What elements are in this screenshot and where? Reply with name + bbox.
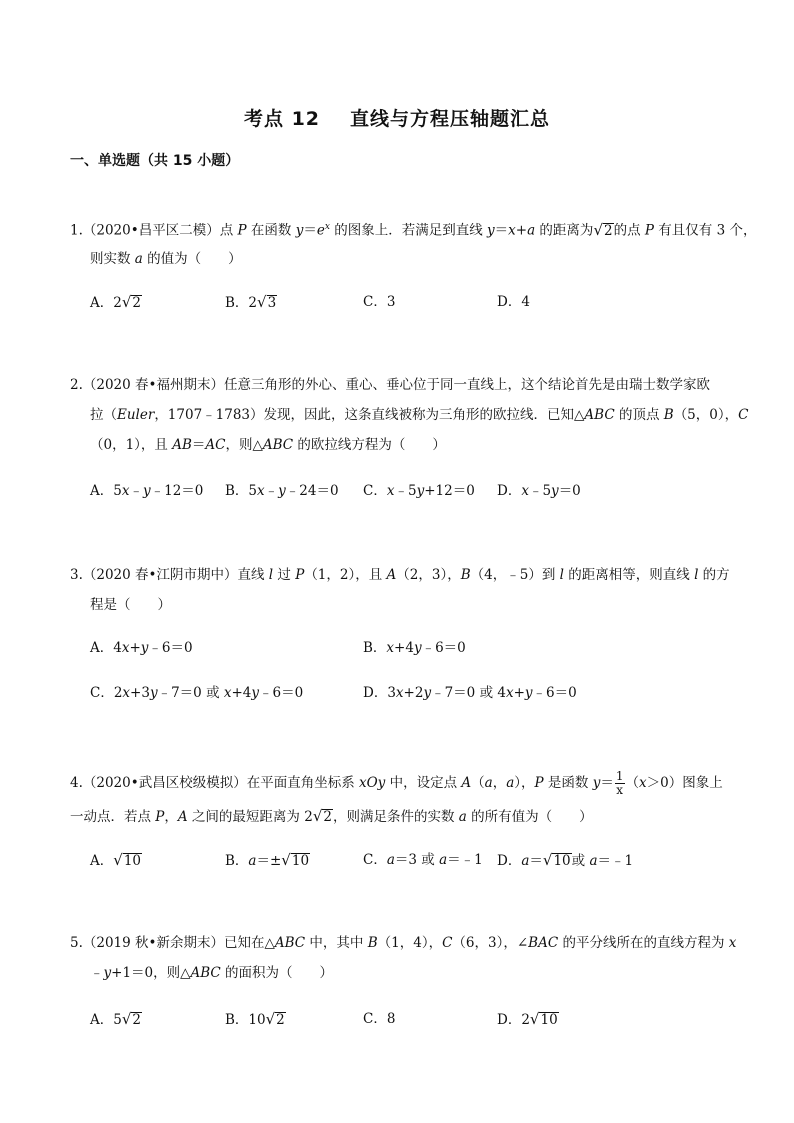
fraction-one-over-x: $\frac{1}{x}$ [615,769,624,797]
page-title [0,104,794,131]
question-5-stem-line-1: 5.（2019 秋•新余期末）已知在△ABC 中，其中 B（1，4），C（6，3），∠BAC 的平分线所在的直线方程为 x [70,935,737,951]
question-3-option-b[interactable]: B．x+4y﹣6＝0 [363,640,466,656]
question-5-stem-line-2: ﹣y+1＝0，则△ABC 的面积为（ ） [90,965,334,981]
question-2-stem-line-2: 拉（Euler，1707﹣1783）发现，因此，这条直线被称为三角形的欧拉线．已知△ABC 的顶点 B（5，0），C [90,407,749,423]
question-1-option-c[interactable]: C．3 [363,294,396,310]
question-4-option-a[interactable]: A．√10 [90,851,141,869]
question-1-option-b[interactable]: B．2√3 [225,293,277,311]
sqrt-symbol: √2 [312,807,332,825]
question-3-stem-line-1: 3.（2020 春•江阴市期中）直线 l 过 P（1，2），且 A（2，3），B（4，﹣5）到 l 的距离相等，则直线 l 的方 [70,567,730,583]
question-4-stem-line-1: 4.（2020•武昌区校级模拟）在平面直角坐标系 xOy 中，设定点 A（a，a），P 是函数 y＝ $\frac{1}{x}$ （x＞0）图象上 [70,769,723,797]
question-2-option-b[interactable]: B．5x﹣y﹣24＝0 [225,483,339,499]
sqrt-symbol: √10 [529,1010,558,1028]
sqrt-symbol: √10 [113,851,141,869]
sqrt-symbol: √2 [121,293,141,311]
sqrt-symbol: √2 [593,220,613,239]
question-2-option-c[interactable]: C．x﹣5y+12＝0 [363,483,475,499]
sqrt-symbol: √3 [257,293,277,311]
question-1-option-d[interactable]: D．4 [497,294,530,310]
question-2-stem-line-1: 2.（2020 春•福州期末）任意三角形的外心、重心、垂心位于同一直线上，这个结论首先是由瑞士数学家欧 [70,377,710,393]
question-1-option-a[interactable]: A．2√2 [90,293,141,311]
question-3-option-c[interactable]: C．2x+3y﹣7＝0 或 x+4y﹣6＝0 [90,685,304,701]
question-4-stem-line-2: 一动点．若点 P，A 之间的最短距离为 2√2，则满足条件的实数 a 的所有值为（ ） [70,807,593,825]
question-3-option-d[interactable]: D．3x+2y﹣7＝0 或 4x+y﹣6＝0 [363,685,577,701]
question-1-stem-line-1: 1.（2020•昌平区二模）点 P 在函数 $y=e^x$ 的图象上．若满足到直线 y＝x+a 的距离为√2的点 P 有且仅有 3 个， [70,220,757,239]
question-4-option-d[interactable]: D．a＝√10或 a＝﹣1 [497,851,634,869]
question-2-option-d[interactable]: D．x﹣5y＝0 [497,483,581,499]
question-2-option-a[interactable]: A．5x﹣y﹣12＝0 [90,483,204,499]
question-3-stem-line-2: 程是（ ） [90,597,171,613]
sqrt-symbol: √10 [542,851,571,869]
title-topic-number: 考点 12 [243,108,321,130]
section-heading: 一、单选题（共 15 小题） [70,153,240,169]
question-2-stem-line-3: （0，1），且 AB＝AC，则△ABC 的欧拉线方程为（ ） [90,437,446,453]
question-5-option-b[interactable]: B．10√2 [225,1010,285,1028]
question-1-stem-line-2: 则实数 a 的值为（ ） [90,251,242,267]
sqrt-symbol: √10 [281,851,310,869]
sqrt-symbol: √2 [121,1010,141,1028]
title-topic-name: 直线与方程压轴题汇总 [350,108,551,130]
question-5-option-c[interactable]: C．8 [363,1011,396,1027]
question-4-option-b[interactable]: B．a＝±√10 [225,851,310,869]
question-4-option-c[interactable]: C．a＝3 或 a＝﹣1 [363,852,483,868]
question-5-option-a[interactable]: A．5√2 [90,1010,141,1028]
question-3-option-a[interactable]: A．4x+y﹣6＝0 [90,640,193,656]
question-5-option-d[interactable]: D．2√10 [497,1010,558,1028]
sqrt-symbol: √2 [265,1010,285,1028]
